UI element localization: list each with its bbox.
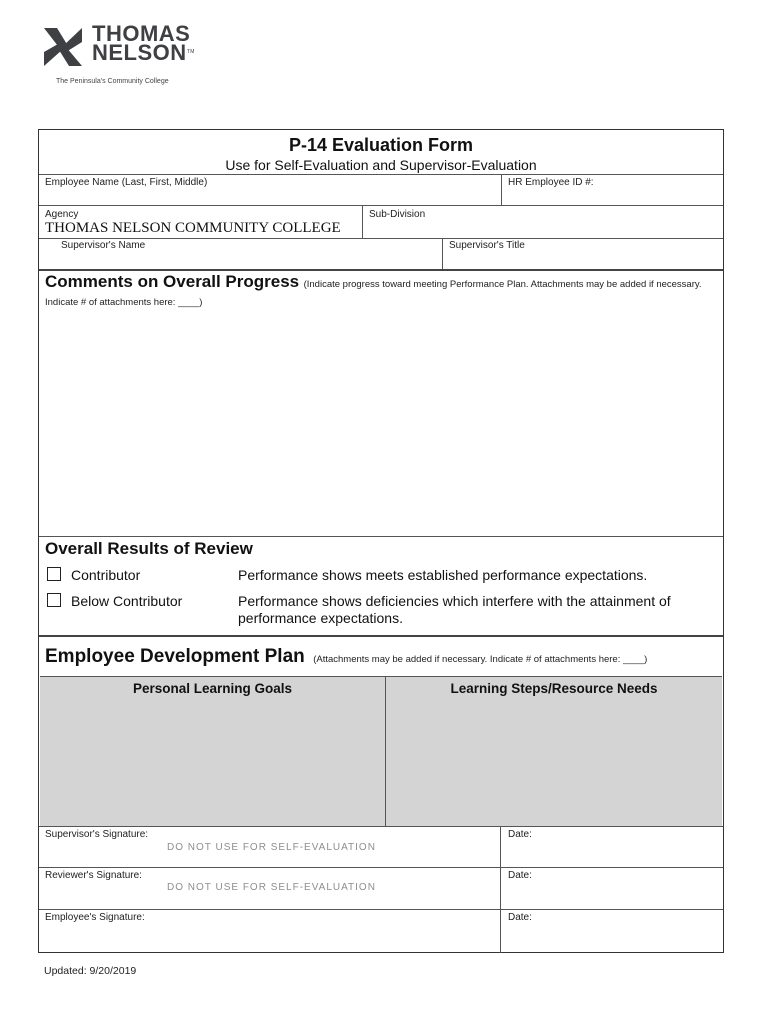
employee-date-label: Date: — [508, 912, 532, 923]
development-heading: Employee Development Plan — [45, 646, 305, 667]
reviewer-date-field[interactable] — [501, 867, 724, 908]
logo-wordmark — [92, 21, 195, 65]
evaluation-form — [38, 129, 724, 953]
below-contributor-description: Performance shows deficiencies which interfere with the attainment of performance expectations. — [238, 593, 671, 626]
hr-employee-id-field[interactable] — [502, 174, 724, 205]
learning-steps-header: Learning Steps/Resource Needs — [450, 681, 658, 696]
subdivision-field[interactable] — [363, 205, 724, 238]
contributor-label: Contributor — [71, 567, 141, 583]
section-divider — [39, 536, 723, 537]
form-subtitle: Use for Self-Evaluation and Supervisor-Evaluation — [225, 157, 537, 173]
logo-tagline: The Peninsula's Community College — [56, 78, 169, 85]
supervisor-signature-label: Supervisor's Signature: — [45, 829, 149, 840]
supervisor-name-field[interactable] — [39, 238, 442, 269]
below-contributor-label: Below Contributor — [71, 593, 183, 609]
reviewer-signature-label: Reviewer's Signature: — [45, 870, 142, 881]
employee-date-field[interactable] — [501, 909, 724, 951]
comments-header — [45, 272, 715, 310]
hr-employee-id-label: HR Employee ID #: — [508, 177, 594, 188]
supervisor-date-label: Date: — [508, 829, 532, 840]
updated-date: Updated: 9/20/2019 — [44, 965, 137, 977]
supervisor-name-label: Supervisor's Name — [61, 240, 146, 251]
agency-value: THOMAS NELSON COMMUNITY COLLEGE — [45, 220, 341, 236]
supervisor-date-field[interactable] — [501, 826, 724, 866]
supervisor-title-label: Supervisor's Title — [449, 240, 525, 251]
results-heading: Overall Results of Review — [45, 539, 253, 558]
supervisor-signature-watermark: DO NOT USE FOR SELF-EVALUATION — [167, 842, 376, 853]
learning-goals-cell[interactable] — [40, 676, 386, 827]
section-divider — [39, 269, 723, 271]
comments-textarea[interactable] — [41, 310, 721, 535]
reviewer-signature-field[interactable] — [39, 867, 500, 908]
logo-name-line1: THOMAS — [92, 21, 191, 46]
supervisor-title-field[interactable] — [443, 238, 724, 269]
comments-note: (Indicate progress toward meeting Performance Plan. Attachments may be added if necessary. Indicate # of attachments here: ____) — [45, 279, 702, 308]
contributor-checkbox[interactable] — [47, 567, 61, 581]
below-contributor-checkbox[interactable] — [47, 593, 61, 607]
trademark-mark: TM — [186, 49, 195, 55]
employee-signature-label: Employee's Signature: — [45, 912, 145, 923]
comments-heading: Comments on Overall Progress — [45, 272, 300, 291]
reviewer-signature-watermark: DO NOT USE FOR SELF-EVALUATION — [167, 882, 376, 893]
learning-steps-cell[interactable] — [386, 676, 722, 827]
college-logo — [44, 21, 214, 92]
employee-name-field[interactable] — [39, 174, 501, 205]
form-title: P-14 Evaluation Form — [288, 135, 474, 155]
section-divider — [39, 635, 723, 637]
thomas-nelson-logo-mark-icon — [44, 28, 82, 66]
employee-signature-field[interactable] — [39, 909, 500, 951]
agency-label: Agency — [45, 209, 79, 220]
reviewer-date-label: Date: — [508, 870, 532, 881]
development-note: (Attachments may be added if necessary. Indicate # of attachments here: ____) — [313, 654, 648, 665]
supervisor-signature-field[interactable] — [39, 826, 500, 866]
logo-name-line2: NELSONTM — [92, 40, 195, 65]
learning-goals-header: Personal Learning Goals — [132, 681, 293, 696]
contributor-description: Performance shows meets established performance expectations. — [238, 567, 648, 583]
subdivision-label: Sub-Division — [369, 209, 426, 220]
development-header — [45, 646, 720, 668]
employee-name-label: Employee Name (Last, First, Middle) — [45, 177, 208, 188]
